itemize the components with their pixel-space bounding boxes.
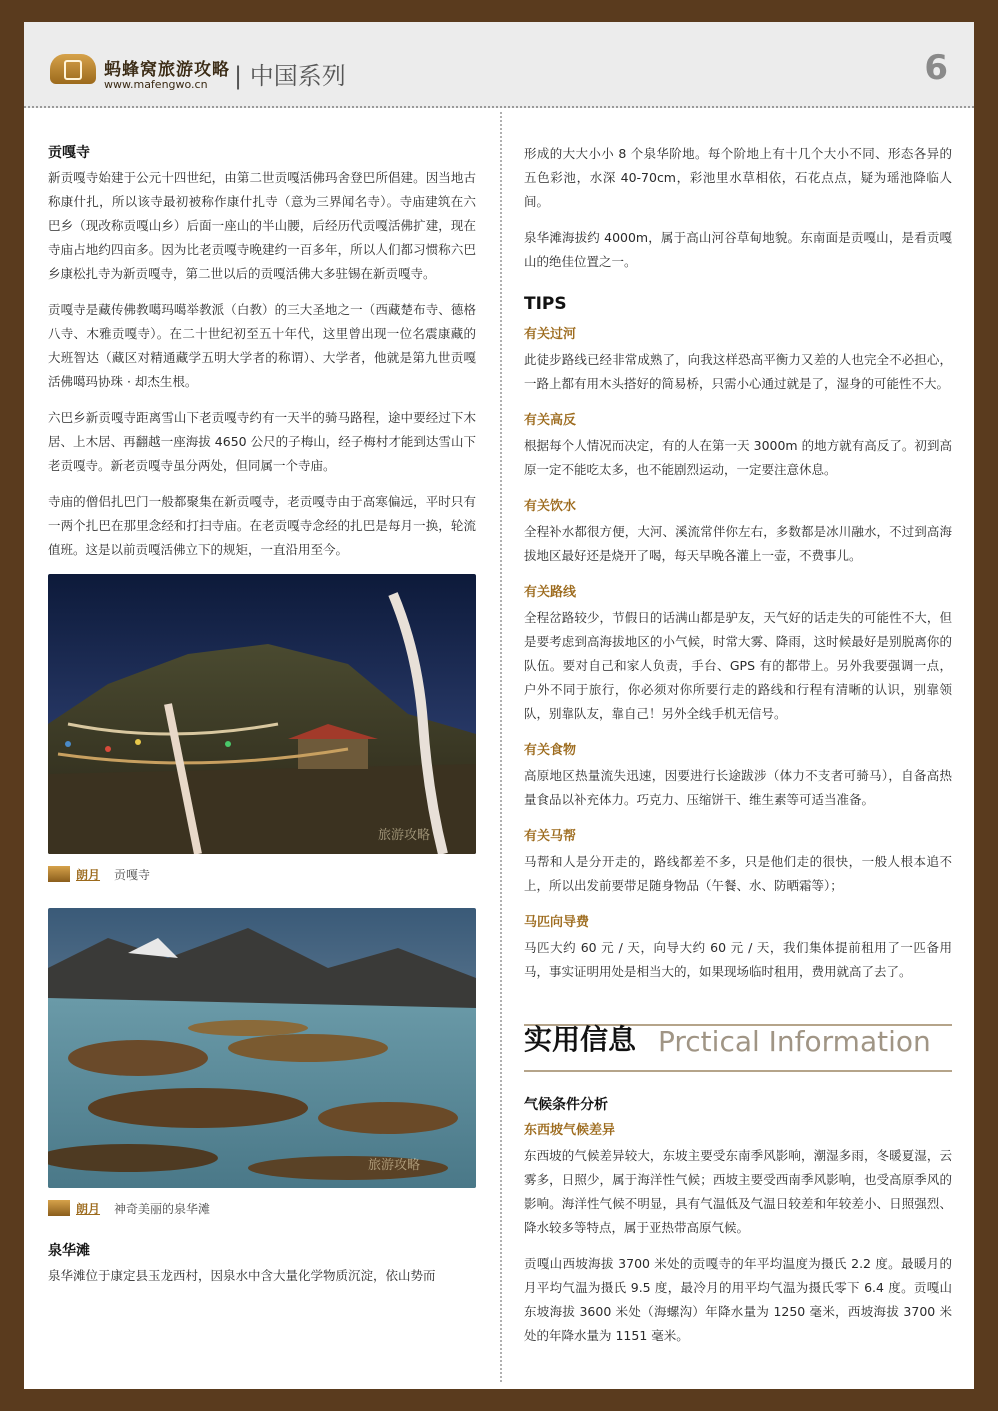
photo-quanhua-beach	[48, 908, 476, 1188]
brand-url: www.mafengwo.cn	[104, 78, 208, 91]
tip-title: 有关饮水	[524, 499, 577, 514]
tip-text: 马匹大约 60 元 / 天，向导大约 60 元 / 天，我们集体提前租用了一匹备用马，事实证明用处是相当大的，如果现场临时租用，费用就高了去了。	[524, 940, 952, 979]
tip-title: 有关高反	[524, 413, 577, 428]
right-column	[524, 142, 952, 1360]
tip-title: 有关过河	[524, 327, 577, 342]
paragraph: 六巴乡新贡嘎寺距离雪山下老贡嘎寺约有一天半的骑马路程，途中要经过下木居、上木居、再翻越一座海拔 4650 公尺的子梅山，经子梅村才能到达雪山下老贡嘎寺。新老贡嘎寺虽分两处，但同属一个寺庙。	[48, 410, 476, 473]
photo-caption	[48, 1188, 476, 1228]
photo-watermark: 旅游攻略	[378, 828, 431, 843]
caption-author-link[interactable]: 朗月	[76, 1202, 101, 1216]
section-heading-quanhua-beach: 泉华滩	[48, 1243, 90, 1259]
paragraph: 贡嘎寺是藏传佛教噶玛噶举教派（白教）的三大圣地之一（西藏楚布寺、德格八寺、木雅贡嘎寺）。在二十世纪初至五十年代，这里曾出现一位名震康藏的大班智达（藏区对精通藏学五明大学者的称谓）、大学者，他就是第九世贡嘎活佛噶玛协珠 · 却杰生根。	[48, 302, 476, 389]
brand-name: 蚂蜂窝旅游攻略	[104, 60, 230, 80]
photo-gongga-temple	[48, 574, 476, 854]
tip-text: 根据每个人情况而决定，有的人在第一天 3000m 的地方就有高反了。初到高原一定不能吃太多，也不能剧烈运动，一定要注意休息。	[524, 438, 952, 477]
tip-text: 全程岔路较少，节假日的话满山都是驴友，天气好的话走失的可能性不大，但是要考虑到高海拔地区的小气候，时常大雾、降雨，这时候最好是别脱离你的队伍。要对自己和家人负责，手台、GPS 有的都带上。另外我要强调一点，户外不同于旅行，你必须对你所要行走的路线和行程有清晰的认识，别靠领队，别靠队友，靠自己！另外全线手机无信号。	[524, 610, 952, 721]
climate-heading: 气候条件分析	[524, 1097, 608, 1113]
practical-info-title-cn: 实用信息	[524, 1023, 637, 1056]
caption-author-link[interactable]: 朗月	[76, 868, 101, 882]
column-divider	[500, 112, 502, 1382]
mafengwo-logo-icon	[50, 54, 96, 84]
paragraph: 泉华滩位于康定县玉龙西村，因泉水中含大量化学物质沉淀，依山势而	[48, 1268, 436, 1283]
paragraph: 东西坡的气候差异较大，东坡主要受东南季风影响，潮湿多雨，冬暖夏湿，云雾多，日照少，属于海洋性气候；西坡主要受西南季风影响，也受高原季风的影响。海洋性气候不明显，具有气温低及气温日较差和年较差小、日照强烈、降水较多等特点，属于亚热带高原气候。	[524, 1148, 952, 1235]
climate-subheading: 东西坡气候差异	[524, 1123, 616, 1138]
left-column	[48, 140, 476, 1300]
tip-text: 全程补水都很方便，大河、溪流常伴你左右，多数都是冰川融水，不过到高海拔地区最好还是烧开了喝，每天早晚各灌上一壶，不费事儿。	[524, 524, 952, 563]
tips-list	[524, 322, 952, 984]
paragraph: 泉华滩海拔约 4000m，属于高山河谷草甸地貌。东南面是贡嘎山，是看贡嘎山的绝佳位置之一。	[524, 230, 952, 269]
author-avatar	[48, 1200, 70, 1216]
page-header	[24, 22, 974, 108]
paragraph: 寺庙的僧侣扎巴门一般都聚集在新贡嘎寺，老贡嘎寺由于高寒偏远，平时只有一两个扎巴在那里念经和打扫寺庙。在老贡嘎寺念经的扎巴是每月一换，轮流值班。这是以前贡嘎活佛立下的规矩，一直沿用至今。	[48, 494, 476, 557]
paragraph: 新贡嘎寺始建于公元十四世纪，由第二世贡嘎活佛玛舍登巴所倡建。因当地古称康什扎，所以该寺最初被称作康什扎寺（意为三界闻名寺）。寺庙建筑在六巴乡（现改称贡嘎山乡）后面一座山的半山腰，后经历代贡嘎活佛扩建，现在寺庙占地约四亩多。因为比老贡嘎寺晚建约一百多年，所以人们都习惯称六巴乡康松扎寺为新贡嘎寺，第二世以后的贡嘎活佛大多驻锡在新贡嘎寺。	[48, 170, 476, 281]
tip-title: 马匹向导费	[524, 915, 590, 930]
photo-watermark: 旅游攻略	[368, 1158, 421, 1173]
tips-title: TIPS	[524, 294, 567, 314]
tip-text: 高原地区热量流失迅速，因要进行长途跋涉（体力不支者可骑马），自备高热量食品以补充体力。巧克力、压缩饼干、维生素等可适当准备。	[524, 768, 952, 807]
practical-info-title-en: Prctical Information	[658, 1025, 931, 1058]
tip-text: 马帮和人是分开走的，路线都差不多，只是他们走的很快，一般人根本追不上，所以出发前要带足随身物品（午餐、水、防晒霜等）；	[524, 854, 952, 893]
series-title: | 中国系列	[234, 62, 346, 90]
tip-title: 有关食物	[524, 743, 577, 758]
tip-title: 有关马帮	[524, 829, 577, 844]
practical-info-banner	[524, 1024, 952, 1072]
author-avatar	[48, 866, 70, 882]
page-number: 6	[924, 48, 948, 88]
page	[24, 22, 974, 1389]
paragraph: 形成的大大小小 8 个泉华阶地。每个阶地上有十几个大小不同、形态各异的五色彩池，水深 40-70cm，彩池里水草相依，石花点点，疑为瑶池降临人间。	[524, 146, 952, 209]
photo-caption	[48, 854, 476, 894]
section-heading-gongga-temple: 贡嘎寺	[48, 145, 90, 161]
tip-title: 有关路线	[524, 585, 577, 600]
caption-text: 神奇美丽的泉华滩	[114, 1202, 211, 1216]
tip-text: 此徒步路线已经非常成熟了，向我这样恐高平衡力又差的人也完全不必担心，一路上都有用木头搭好的简易桥，只需小心通过就是了，湿身的可能性不大。	[524, 352, 952, 391]
paragraph: 贡嘎山西坡海拔 3700 米处的贡嘎寺的年平均温度为摄氏 2.2 度。最暖月的月平均气温为摄氏 9.5 度，最冷月的用平均气温为摄氏零下 6.4 度。贡嘎山东坡海拔 3600 米处（海螺沟）年降水量为 1250 毫米，西坡海拔 3700 米处的年降水量为 1151 毫米。	[524, 1256, 952, 1343]
caption-text: 贡嘎寺	[114, 868, 151, 882]
